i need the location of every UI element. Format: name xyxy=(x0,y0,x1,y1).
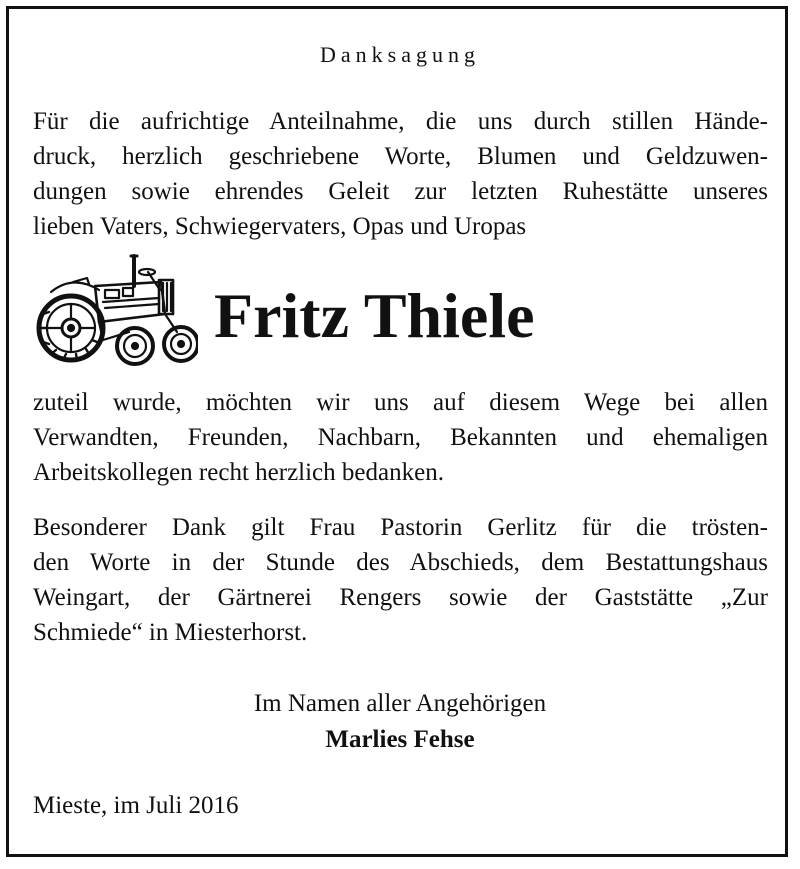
text-line: Verwandten, Freunden, Nachbarn, Bekannten und ehemaligen xyxy=(33,424,768,451)
text-line: Arbeitskollegen recht herzlich bedanken. xyxy=(33,459,444,486)
place-date: Mieste, im Juli 2016 xyxy=(33,792,239,819)
text-line: Weingart, der Gärtnerei Rengers sowie der Gaststätte „Zur xyxy=(33,584,768,611)
thanks-paragraph-3 xyxy=(33,510,768,650)
deceased-name: Fritz Thiele xyxy=(214,280,535,351)
signer-name: Marlies Fehse xyxy=(325,726,475,753)
thanks-paragraph-2 xyxy=(33,385,768,490)
deceased-row xyxy=(0,252,800,377)
text-line: dungen sowie ehrendes Geleit zur letzten Ruhestätte unseres xyxy=(33,178,768,205)
thanks-paragraph-1 xyxy=(33,104,768,244)
notice-heading: Danksagung xyxy=(320,42,480,67)
text-line: lieben Vaters, Schwiegervaters, Opas und Uropas xyxy=(33,213,527,240)
text-line: Schmiede“ in Miesterhorst. xyxy=(33,619,308,646)
text-line: Besonderer Dank gilt Frau Pastorin Gerlitz für die trösten- xyxy=(33,514,768,541)
text-line: zuteil wurde, möchten wir uns auf diesem Wege bei allen xyxy=(33,389,768,416)
text-line: Für die aufrichtige Anteilnahme, die uns durch stillen Hände- xyxy=(33,108,768,135)
text-line: druck, herzlich geschriebene Worte, Blumen und Geldzuwen- xyxy=(33,143,768,170)
on-behalf-line: Im Namen aller Angehörigen xyxy=(253,690,547,717)
text-line: den Worte in der Stunde des Abschieds, dem Bestattungshaus xyxy=(33,549,768,576)
tractor-icon xyxy=(33,252,198,374)
